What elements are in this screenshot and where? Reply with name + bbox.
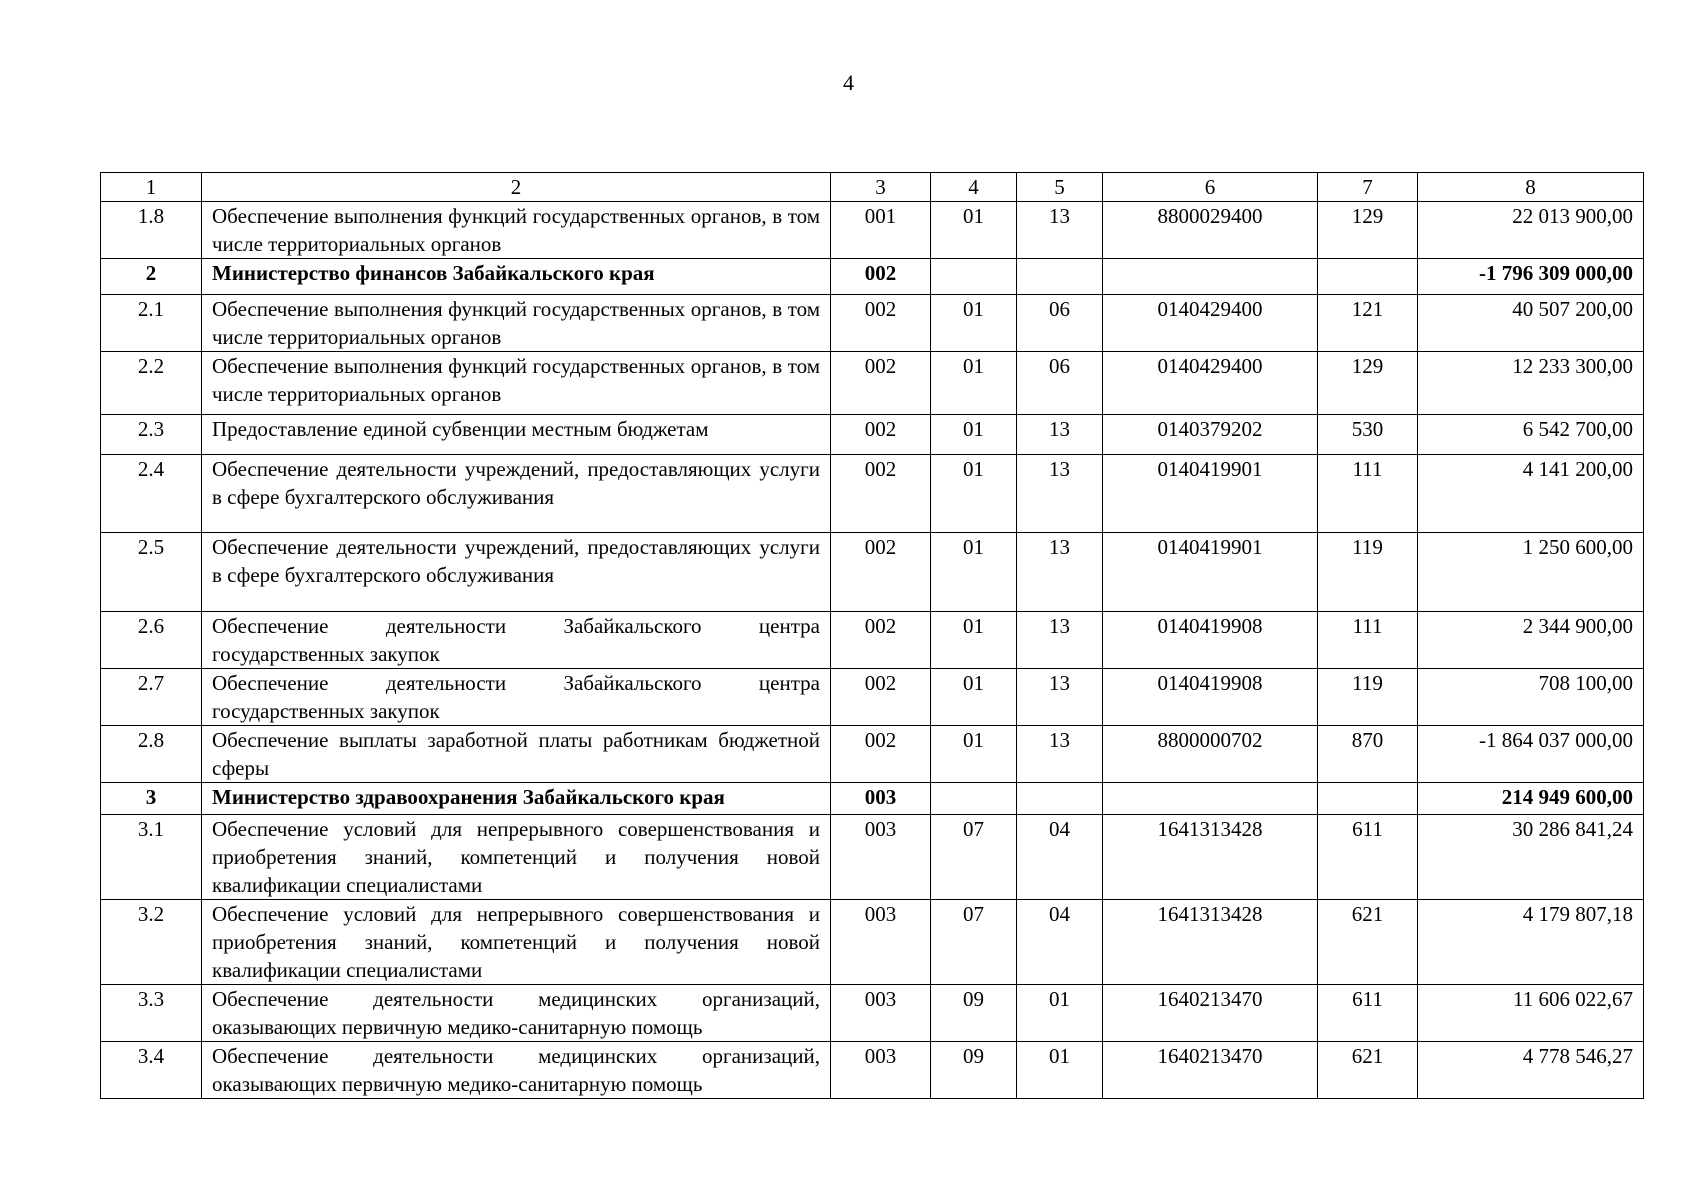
row-name: Обеспечение выполнения функций государственных органов, в том числе территориальных органов — [202, 202, 831, 259]
row-code-4 — [931, 783, 1017, 815]
row-amount: 12 233 300,00 — [1418, 352, 1644, 415]
row-number: 2.5 — [101, 533, 202, 612]
row-code-5: 13 — [1017, 415, 1103, 455]
row-amount: 6 542 700,00 — [1418, 415, 1644, 455]
header-cell: 1 — [101, 173, 202, 202]
row-code-3: 002 — [831, 612, 931, 669]
row-amount: -1 864 037 000,00 — [1418, 726, 1644, 783]
row-code-7 — [1318, 259, 1418, 295]
section-row — [101, 783, 1644, 815]
row-amount: 2 344 900,00 — [1418, 612, 1644, 669]
budget-table — [100, 172, 1644, 1099]
row-code-6: 1641313428 — [1103, 815, 1318, 900]
row-name: Обеспечение деятельности учреждений, предоставляющих услуги в сфере бухгалтерского обслуживания — [202, 533, 831, 612]
row-code-7: 129 — [1318, 202, 1418, 259]
row-code-4: 01 — [931, 455, 1017, 533]
section-row — [101, 259, 1644, 295]
row-code-4: 01 — [931, 533, 1017, 612]
page-number: 4 — [843, 70, 854, 95]
row-number: 2.1 — [101, 295, 202, 352]
row-code-3: 002 — [831, 533, 931, 612]
row-code-5: 06 — [1017, 295, 1103, 352]
row-code-4 — [931, 259, 1017, 295]
row-code-6: 0140429400 — [1103, 352, 1318, 415]
row-code-7: 621 — [1318, 900, 1418, 985]
header-cell: 4 — [931, 173, 1017, 202]
header-cell: 7 — [1318, 173, 1418, 202]
row-number: 2.8 — [101, 726, 202, 783]
row-code-5: 13 — [1017, 726, 1103, 783]
header-cell: 2 — [202, 173, 831, 202]
row-code-6: 8800000702 — [1103, 726, 1318, 783]
row-code-6: 0140419901 — [1103, 533, 1318, 612]
row-code-7: 119 — [1318, 669, 1418, 726]
row-code-6 — [1103, 259, 1318, 295]
row-code-7: 129 — [1318, 352, 1418, 415]
row-number: 2.7 — [101, 669, 202, 726]
row-code-5: 13 — [1017, 669, 1103, 726]
row-code-7 — [1318, 783, 1418, 815]
row-code-5: 01 — [1017, 1042, 1103, 1099]
row-code-6: 1641313428 — [1103, 900, 1318, 985]
row-code-4: 01 — [931, 202, 1017, 259]
row-code-4: 01 — [931, 669, 1017, 726]
table-row — [101, 202, 1644, 259]
row-name: Обеспечение деятельности учреждений, предоставляющих услуги в сфере бухгалтерского обслуживания — [202, 455, 831, 533]
table-row — [101, 533, 1644, 612]
row-code-6: 0140419908 — [1103, 612, 1318, 669]
header-cell: 5 — [1017, 173, 1103, 202]
row-amount: 4 778 546,27 — [1418, 1042, 1644, 1099]
row-name: Министерство финансов Забайкальского края — [202, 259, 831, 295]
row-code-5 — [1017, 259, 1103, 295]
row-code-3: 002 — [831, 352, 931, 415]
row-code-4: 01 — [931, 415, 1017, 455]
row-code-4: 01 — [931, 612, 1017, 669]
row-code-3: 002 — [831, 295, 931, 352]
row-name: Обеспечение деятельности Забайкальского центра государственных закупок — [202, 612, 831, 669]
row-code-6: 0140419908 — [1103, 669, 1318, 726]
table-row — [101, 352, 1644, 415]
row-amount: 22 013 900,00 — [1418, 202, 1644, 259]
table-header-row — [101, 173, 1644, 202]
table-row — [101, 612, 1644, 669]
row-name: Обеспечение деятельности медицинских организаций, оказывающих первичную медико-санитарную помощь — [202, 1042, 831, 1099]
row-code-4: 09 — [931, 985, 1017, 1042]
row-number: 2.6 — [101, 612, 202, 669]
row-code-5: 01 — [1017, 985, 1103, 1042]
row-code-7: 611 — [1318, 815, 1418, 900]
table-row — [101, 985, 1644, 1042]
row-code-7: 119 — [1318, 533, 1418, 612]
row-amount: 40 507 200,00 — [1418, 295, 1644, 352]
row-code-5: 04 — [1017, 900, 1103, 985]
row-code-5: 13 — [1017, 612, 1103, 669]
row-name: Обеспечение выполнения функций государственных органов, в том числе территориальных органов — [202, 352, 831, 415]
row-name: Обеспечение условий для непрерывного совершенствования и приобретения знаний, компетенций и получения новой квалификации специалистами — [202, 815, 831, 900]
table-row — [101, 669, 1644, 726]
row-code-5: 04 — [1017, 815, 1103, 900]
row-name: Обеспечение деятельности медицинских организаций, оказывающих первичную медико-санитарную помощь — [202, 985, 831, 1042]
row-amount: 4 179 807,18 — [1418, 900, 1644, 985]
row-code-7: 870 — [1318, 726, 1418, 783]
row-code-6: 1640213470 — [1103, 985, 1318, 1042]
row-number: 1.8 — [101, 202, 202, 259]
row-number: 2.2 — [101, 352, 202, 415]
row-amount: 1 250 600,00 — [1418, 533, 1644, 612]
row-number: 3.2 — [101, 900, 202, 985]
row-amount: 4 141 200,00 — [1418, 455, 1644, 533]
table-row — [101, 295, 1644, 352]
row-code-3: 003 — [831, 900, 931, 985]
table-row — [101, 1042, 1644, 1099]
row-name: Обеспечение деятельности Забайкальского центра государственных закупок — [202, 669, 831, 726]
row-code-6 — [1103, 783, 1318, 815]
row-code-7: 121 — [1318, 295, 1418, 352]
row-name: Обеспечение условий для непрерывного совершенствования и приобретения знаний, компетенций и получения новой квалификации специалистами — [202, 900, 831, 985]
table-row — [101, 815, 1644, 900]
row-amount: -1 796 309 000,00 — [1418, 259, 1644, 295]
header-cell: 6 — [1103, 173, 1318, 202]
row-code-6: 0140379202 — [1103, 415, 1318, 455]
row-code-5: 13 — [1017, 202, 1103, 259]
row-code-3: 003 — [831, 815, 931, 900]
row-code-4: 09 — [931, 1042, 1017, 1099]
row-code-3: 003 — [831, 1042, 931, 1099]
row-code-6: 1640213470 — [1103, 1042, 1318, 1099]
row-number: 3.4 — [101, 1042, 202, 1099]
row-code-6: 0140419901 — [1103, 455, 1318, 533]
row-amount: 30 286 841,24 — [1418, 815, 1644, 900]
row-code-6: 0140429400 — [1103, 295, 1318, 352]
row-code-4: 01 — [931, 726, 1017, 783]
row-number: 2.4 — [101, 455, 202, 533]
row-number: 2.3 — [101, 415, 202, 455]
row-code-7: 111 — [1318, 455, 1418, 533]
row-code-5 — [1017, 783, 1103, 815]
row-code-3: 002 — [831, 455, 931, 533]
row-name: Обеспечение выплаты заработной платы работникам бюджетной сферы — [202, 726, 831, 783]
row-code-4: 01 — [931, 295, 1017, 352]
row-code-7: 611 — [1318, 985, 1418, 1042]
row-code-6: 8800029400 — [1103, 202, 1318, 259]
header-cell: 8 — [1418, 173, 1644, 202]
row-code-3: 001 — [831, 202, 931, 259]
table-row — [101, 455, 1644, 533]
row-name: Обеспечение выполнения функций государственных органов, в том числе территориальных органов — [202, 295, 831, 352]
row-code-3: 002 — [831, 669, 931, 726]
row-code-4: 07 — [931, 815, 1017, 900]
row-code-7: 111 — [1318, 612, 1418, 669]
row-code-7: 621 — [1318, 1042, 1418, 1099]
row-code-7: 530 — [1318, 415, 1418, 455]
row-code-3: 003 — [831, 783, 931, 815]
row-number: 3.1 — [101, 815, 202, 900]
table-row — [101, 900, 1644, 985]
row-code-3: 002 — [831, 259, 931, 295]
row-code-3: 002 — [831, 726, 931, 783]
table-row — [101, 726, 1644, 783]
row-code-5: 06 — [1017, 352, 1103, 415]
row-code-4: 01 — [931, 352, 1017, 415]
row-amount: 11 606 022,67 — [1418, 985, 1644, 1042]
row-name: Министерство здравоохранения Забайкальского края — [202, 783, 831, 815]
row-number: 2 — [101, 259, 202, 295]
row-code-3: 002 — [831, 415, 931, 455]
row-number: 3.3 — [101, 985, 202, 1042]
row-code-5: 13 — [1017, 455, 1103, 533]
row-amount: 214 949 600,00 — [1418, 783, 1644, 815]
row-name: Предоставление единой субвенции местным бюджетам — [202, 415, 831, 455]
row-number: 3 — [101, 783, 202, 815]
row-code-5: 13 — [1017, 533, 1103, 612]
table-row — [101, 415, 1644, 455]
header-cell: 3 — [831, 173, 931, 202]
row-amount: 708 100,00 — [1418, 669, 1644, 726]
row-code-4: 07 — [931, 900, 1017, 985]
row-code-3: 003 — [831, 985, 931, 1042]
